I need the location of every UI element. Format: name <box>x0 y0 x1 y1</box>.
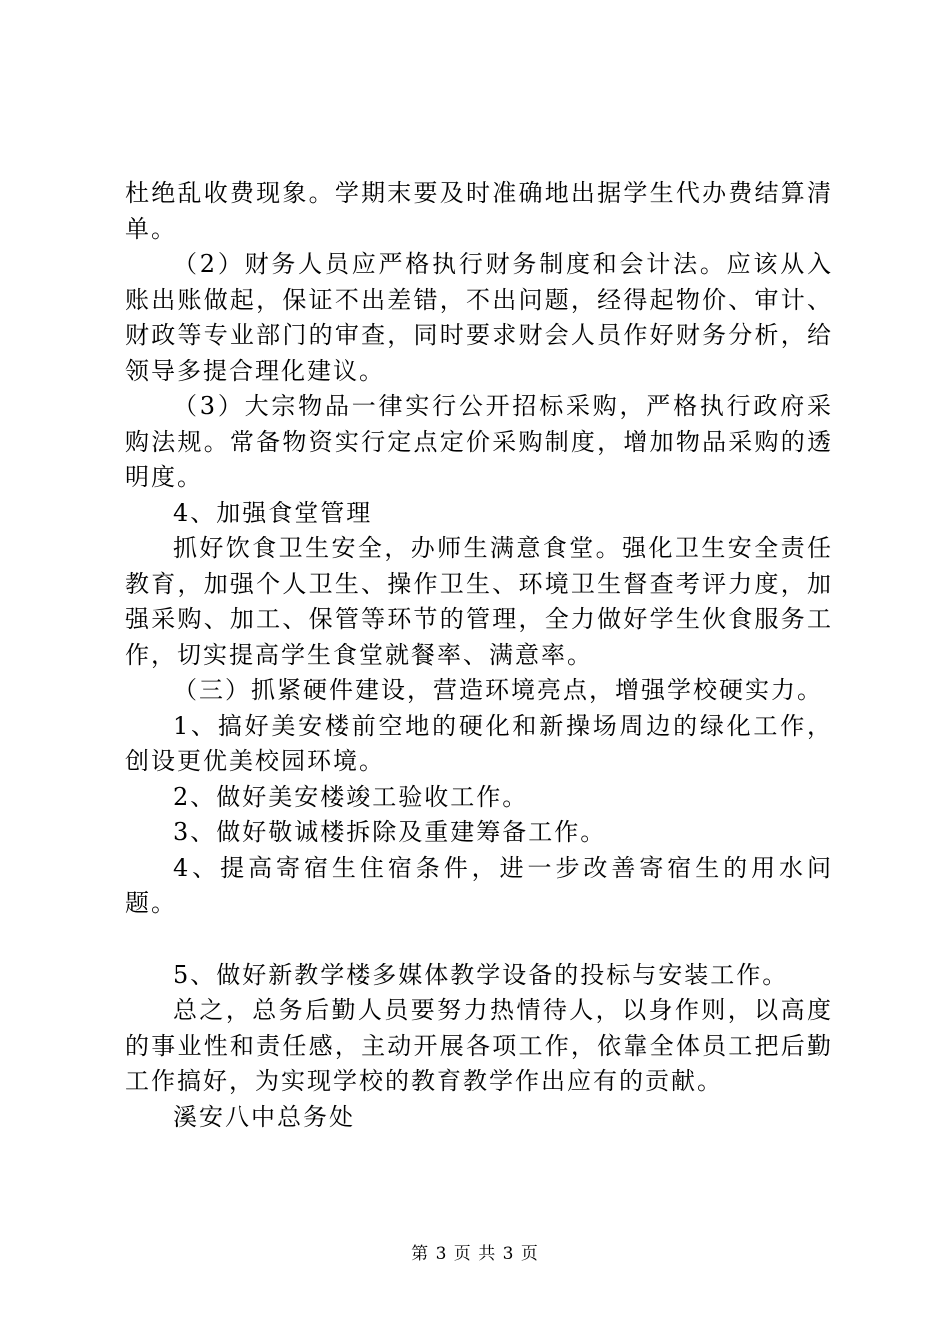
page-number-footer: 第 3 页 共 3 页 <box>411 1244 539 1264</box>
list-item-4: 4、提高寄宿生住宿条件，进一步改善寄宿生的用水问题。 <box>125 853 833 917</box>
paragraph-summary: 总之，总务后勤人员要努力热情待人，以身作则，以高度的事业性和责任感，主动开展各项工作，依靠全体员工把后勤工作搞好，为实现学校的教育教学作出应有的贡献。 <box>125 996 833 1095</box>
heading-canteen-management: 4、加强食堂管理 <box>173 498 373 527</box>
list-item-3: 3、做好敬诚楼拆除及重建筹备工作。 <box>173 818 607 846</box>
list-item-1: 1、搞好美安楼前空地的硬化和新操场周边的绿化工作，创设更优美校园环境。 <box>125 711 833 775</box>
heading-hardware-construction: （三）抓紧硬件建设，营造环境亮点，增强学校硬实力。 <box>173 676 823 704</box>
list-item-5: 5、做好新教学楼多媒体教学设备的投标与安装工作。 <box>173 960 789 989</box>
paragraph-procurement: （3）大宗物品一律实行公开招标采购，严格执行政府采购法规。常备物资实行定点定价采购制度，增加物品采购的透明度。 <box>125 392 833 491</box>
paragraph-continuation: 杜绝乱收费现象。学期末要及时准确地出据学生代办费结算清单。 <box>125 179 833 243</box>
signature-department: 溪安八中总务处 <box>173 1102 355 1131</box>
blank-line <box>125 922 833 958</box>
document-body <box>125 176 833 1135</box>
paragraph-finance-staff: （2）财务人员应严格执行财务制度和会计法。应该从入账出账做起，保证不出差错，不出问题，经得起物价、审计、财政等专业部门的审查，同时要求财会人员作好财务分析，给领导多提合理化建议。 <box>125 250 833 385</box>
paragraph-canteen: 抓好饮食卫生安全，办师生满意食堂。强化卫生安全责任教育，加强个人卫生、操作卫生、环境卫生督查考评力度，加强采购、加工、保管等环节的管理，全力做好学生伙食服务工作，切实提高学生食堂就餐率、满意率。 <box>125 534 833 669</box>
list-item-2: 2、做好美安楼竣工验收工作。 <box>173 782 529 811</box>
